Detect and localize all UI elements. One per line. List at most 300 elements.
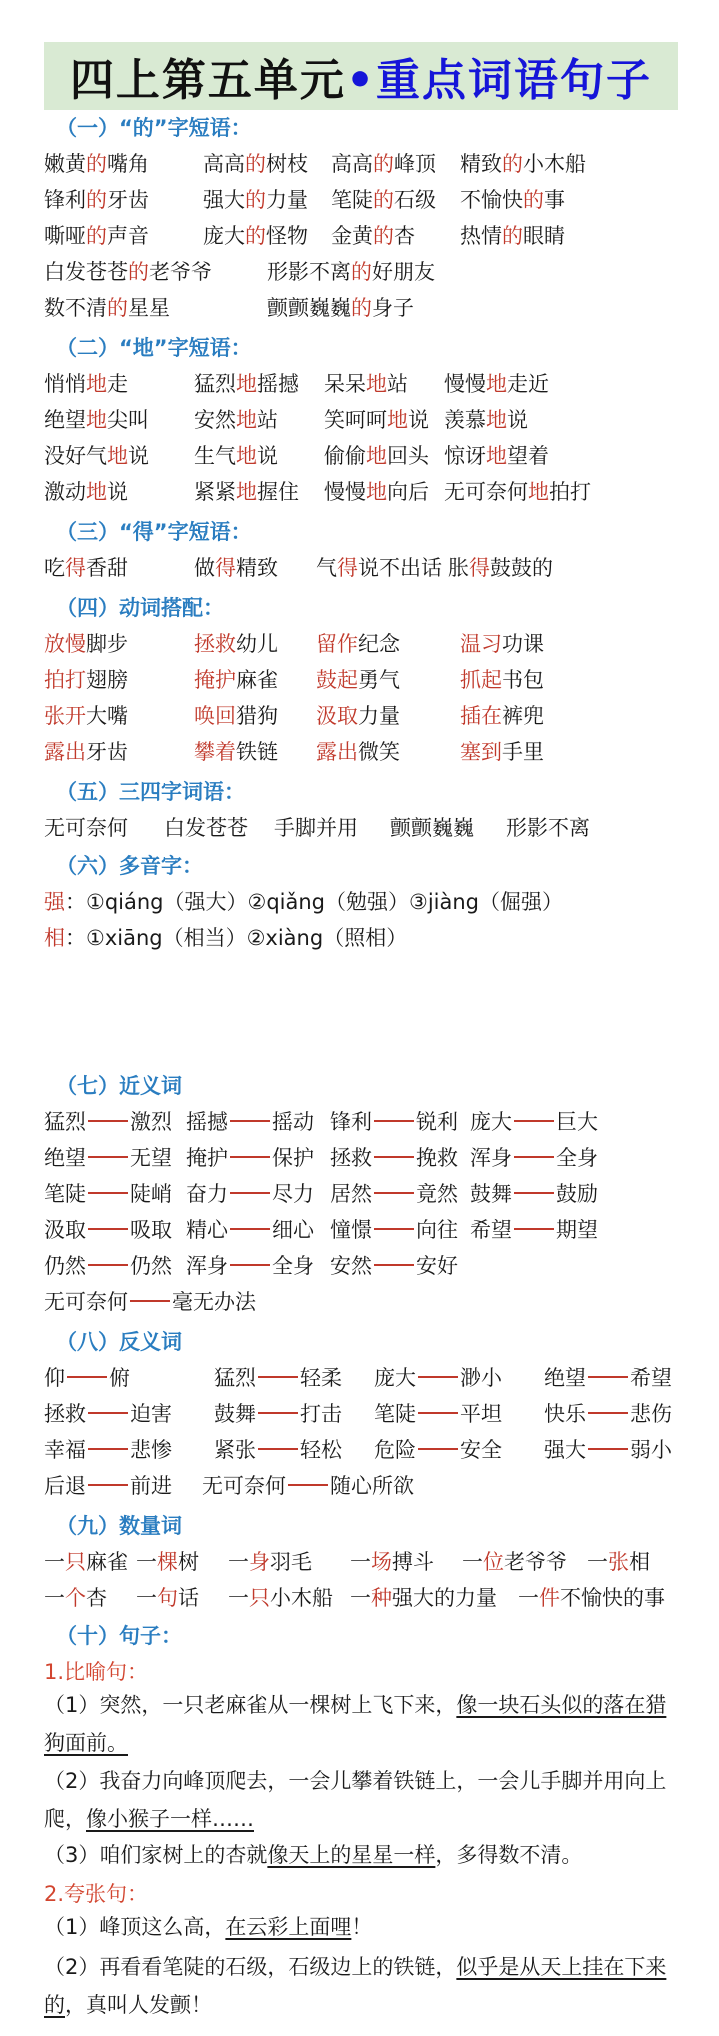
pair-dash — [67, 1376, 107, 1378]
word-pair — [44, 1142, 172, 1172]
pair-word-b: 保护 — [272, 1146, 314, 1170]
phrase — [44, 736, 128, 766]
pair-word-a: 拯救 — [44, 1402, 86, 1426]
phrase — [194, 404, 278, 434]
particle: 的 — [107, 296, 128, 320]
phrase-part: 站 — [387, 372, 408, 396]
phrase-part: 安然 — [194, 408, 236, 432]
word-pair — [44, 1398, 172, 1428]
pair-word-b: 摇动 — [272, 1110, 314, 1134]
particle: 的 — [128, 260, 149, 284]
phrase — [460, 664, 544, 694]
pair-word-b: 吸取 — [130, 1218, 172, 1242]
phrase-part: 小木船 — [270, 1586, 333, 1610]
phrase — [44, 664, 128, 694]
particle: 地 — [486, 408, 507, 432]
word-pair — [186, 1178, 314, 1208]
phrase-part: 怪物 — [266, 224, 308, 248]
phrase-part: 吃 — [44, 556, 65, 580]
word-pair — [330, 1178, 458, 1208]
phrase-part: 慢慢 — [324, 480, 366, 504]
phrase-part: 一 — [587, 1550, 608, 1574]
pair-word-b: 全身 — [272, 1254, 314, 1278]
section-heading-s8: （八）反义词 — [56, 1330, 182, 1354]
phrase — [194, 736, 278, 766]
pair-word-a: 无可奈何 — [44, 1290, 128, 1314]
particle: 的 — [373, 152, 394, 176]
phrase — [324, 440, 429, 470]
pair-word-a: 掩护 — [186, 1146, 228, 1170]
pair-dash — [514, 1228, 554, 1230]
phrase — [44, 292, 170, 322]
sentence-underlined: 像小猴子一样…… — [86, 1807, 254, 1831]
phrase-part: 事 — [544, 188, 565, 212]
phrase-part: 一 — [462, 1550, 483, 1574]
pair-word-a: 快乐 — [544, 1402, 586, 1426]
phrase-part: 书包 — [502, 668, 544, 692]
pair-dash — [418, 1412, 458, 1414]
four-char-word: 白发苍苍 — [164, 816, 248, 840]
phrase-part: 大嘴 — [86, 704, 128, 728]
section-heading-s7: （七）近义词 — [56, 1074, 182, 1098]
pair-word-b: 渺小 — [460, 1366, 502, 1390]
phrase — [350, 1546, 434, 1576]
particle: 个 — [65, 1586, 86, 1610]
phrase-part: 悄悄 — [44, 372, 86, 396]
pair-word-a: 憧憬 — [330, 1218, 372, 1242]
title-part1: 四上第五单元 — [69, 55, 346, 106]
pair-word-a: 无可奈何 — [202, 1474, 286, 1498]
polyphone-char: 相 — [44, 926, 65, 950]
polyphone-readings: ：①qiáng（强大）②qiǎng（勉强）③jiàng（倔强） — [65, 890, 564, 914]
word-pair — [330, 1214, 458, 1244]
sentence-simile2 — [44, 1762, 684, 1838]
word-pair — [44, 1362, 130, 1392]
phrase — [444, 404, 528, 434]
phrase — [203, 184, 308, 214]
pair-word-b: 细心 — [272, 1218, 314, 1242]
sentence-underlined: 似乎是从天上挂在下来的 — [44, 1955, 667, 2017]
pair-dash — [418, 1376, 458, 1378]
particle: 露出 — [44, 740, 86, 764]
phrase-part: 一 — [350, 1550, 371, 1574]
particle: 地 — [486, 372, 507, 396]
phrase-part: 羽毛 — [270, 1550, 312, 1574]
particle: 的 — [502, 152, 523, 176]
pair-dash — [230, 1156, 270, 1158]
particle: 塞到 — [460, 740, 502, 764]
word-pair — [44, 1214, 172, 1244]
particle: 鼓起 — [316, 668, 358, 692]
phrase — [44, 440, 149, 470]
pair-word-a: 紧张 — [214, 1438, 256, 1462]
particle: 地 — [107, 444, 128, 468]
phrase — [44, 476, 128, 506]
phrase-part: 胀 — [448, 556, 469, 580]
particle: 的 — [86, 152, 107, 176]
phrase-part: 做 — [194, 556, 215, 580]
pair-word-b: 俯 — [109, 1366, 130, 1390]
word-pair — [470, 1106, 598, 1136]
sentence-text: （1）突然，一只老麻雀从一棵树上飞下来， — [44, 1693, 457, 1717]
pair-word-b: 陡峭 — [130, 1182, 172, 1206]
word-pair — [186, 1106, 314, 1136]
word-pair — [202, 1470, 414, 1500]
phrase — [444, 368, 549, 398]
word-pair — [44, 1106, 172, 1136]
word-pair — [186, 1142, 314, 1172]
phrase-part: 搏斗 — [392, 1550, 434, 1574]
pair-dash — [514, 1156, 554, 1158]
phrase-part: 高高 — [331, 152, 373, 176]
word-pair — [214, 1362, 342, 1392]
pair-dash — [88, 1448, 128, 1450]
phrase-part: 一 — [136, 1586, 157, 1610]
phrase — [136, 1546, 199, 1576]
particle: 身 — [249, 1550, 270, 1574]
particle: 得 — [215, 556, 236, 580]
phrase-part: 惊讶 — [444, 444, 486, 468]
phrase-part: 慢慢 — [444, 372, 486, 396]
phrase-part: 老爷爷 — [149, 260, 212, 284]
phrase — [518, 1582, 665, 1612]
phrase — [203, 148, 308, 178]
pair-word-b: 挽救 — [416, 1146, 458, 1170]
pair-dash — [588, 1376, 628, 1378]
phrase-part: 一 — [44, 1550, 65, 1574]
phrase-part: 强大的力量 — [392, 1586, 497, 1610]
word-pair — [214, 1398, 342, 1428]
pair-word-a: 鼓舞 — [214, 1402, 256, 1426]
pair-dash — [130, 1300, 170, 1302]
phrase-part: 回头 — [387, 444, 429, 468]
particle: 的 — [86, 188, 107, 212]
phrase — [316, 552, 442, 582]
particle: 唤回 — [194, 704, 236, 728]
pair-word-b: 毫无办法 — [172, 1290, 256, 1314]
particle: 地 — [528, 480, 549, 504]
particle: 攀着 — [194, 740, 236, 764]
pair-word-b: 激烈 — [130, 1110, 172, 1134]
phrase-part: 嘶哑 — [44, 224, 86, 248]
pair-word-b: 无望 — [130, 1146, 172, 1170]
polyphone-entry — [44, 922, 407, 952]
pair-word-a: 庞大 — [374, 1366, 416, 1390]
four-char-word: 手脚并用 — [274, 816, 358, 840]
phrase — [44, 404, 149, 434]
particle: 留作 — [316, 632, 358, 656]
phrase-part: 功课 — [502, 632, 544, 656]
phrase-part: 向后 — [387, 480, 429, 504]
phrase — [460, 700, 544, 730]
particle: 掩护 — [194, 668, 236, 692]
phrase-part: 嘴角 — [107, 152, 149, 176]
phrase-part: 望着 — [507, 444, 549, 468]
phrase-part: 数不清 — [44, 296, 107, 320]
phrase-part: 说 — [408, 408, 429, 432]
phrase — [460, 148, 586, 178]
phrase-part: 铁链 — [236, 740, 278, 764]
word-pair — [186, 1250, 314, 1280]
pair-word-a: 居然 — [330, 1182, 372, 1206]
phrase-part: 气 — [316, 556, 337, 580]
word-pair — [44, 1250, 172, 1280]
pair-word-a: 笔陡 — [44, 1182, 86, 1206]
pair-word-a: 安然 — [330, 1254, 372, 1278]
pair-word-a: 摇撼 — [186, 1110, 228, 1134]
phrase — [331, 148, 436, 178]
pair-word-a: 强大 — [544, 1438, 586, 1462]
particle: 棵 — [157, 1550, 178, 1574]
word-pair — [374, 1434, 502, 1464]
particle: 只 — [65, 1550, 86, 1574]
phrase-part: 眼睛 — [523, 224, 565, 248]
phrase-part: 牙齿 — [107, 188, 149, 212]
word-pair — [544, 1434, 672, 1464]
pair-dash — [514, 1120, 554, 1122]
phrase-part: 说 — [128, 444, 149, 468]
particle: 张开 — [44, 704, 86, 728]
pair-dash — [230, 1120, 270, 1122]
sentence-text: （3）咱们家树上的杏就 — [44, 1843, 268, 1867]
phrase — [44, 184, 149, 214]
phrase-part: 强大 — [203, 188, 245, 212]
phrase — [44, 256, 212, 286]
phrase-part: 生气 — [194, 444, 236, 468]
pair-word-a: 后退 — [44, 1474, 86, 1498]
phrase — [316, 628, 400, 658]
phrase — [44, 148, 149, 178]
phrase — [460, 220, 565, 250]
pair-word-a: 仰 — [44, 1366, 65, 1390]
phrase-part: 脚步 — [86, 632, 128, 656]
pair-word-a: 锋利 — [330, 1110, 372, 1134]
word-pair — [214, 1434, 342, 1464]
phrase-part: 一 — [136, 1550, 157, 1574]
pair-word-b: 随心所欲 — [330, 1474, 414, 1498]
pair-dash — [374, 1228, 414, 1230]
phrase-part: 麻雀 — [236, 668, 278, 692]
phrase — [194, 476, 299, 506]
word-pair — [44, 1470, 172, 1500]
phrase — [228, 1546, 312, 1576]
pair-dash — [588, 1448, 628, 1450]
phrase-part: 没好气 — [44, 444, 107, 468]
phrase-part: 偷偷 — [324, 444, 366, 468]
sentence-simile1 — [44, 1686, 684, 1762]
particle: 得 — [469, 556, 490, 580]
phrase — [444, 476, 591, 506]
phrase-part: 说 — [107, 480, 128, 504]
phrase — [460, 736, 544, 766]
word-pair — [44, 1434, 172, 1464]
phrase — [228, 1582, 333, 1612]
particle: 得 — [65, 556, 86, 580]
phrase-part: 峰顶 — [394, 152, 436, 176]
phrase-part: 翅膀 — [86, 668, 128, 692]
particle: 的 — [245, 188, 266, 212]
pair-dash — [230, 1228, 270, 1230]
particle: 汲取 — [316, 704, 358, 728]
phrase-part: 嫩黄 — [44, 152, 86, 176]
sentence-text: （2）再看看笔陡的石级，石级边上的铁链， — [44, 1955, 457, 1979]
word-pair — [44, 1286, 256, 1316]
phrase-part: 力量 — [266, 188, 308, 212]
pair-word-b: 轻松 — [300, 1438, 342, 1462]
pair-dash — [588, 1412, 628, 1414]
sentence-underlined: 像一块石头似的落在猎狗面前。 — [44, 1693, 667, 1755]
pair-word-b: 悲伤 — [630, 1402, 672, 1426]
word-pair — [374, 1398, 502, 1428]
pair-dash — [374, 1264, 414, 1266]
particle: 地 — [366, 444, 387, 468]
phrase — [136, 1582, 199, 1612]
phrase — [44, 552, 128, 582]
pair-dash — [88, 1192, 128, 1194]
particle: 的 — [86, 224, 107, 248]
polyphone-readings: ：①xiāng（相当）②xiàng（照相） — [65, 926, 408, 950]
four-char-word: 颤颤巍巍 — [390, 816, 474, 840]
particle: 张 — [608, 1550, 629, 1574]
four-char-word: 无可奈何 — [44, 816, 128, 840]
pair-word-a: 奋力 — [186, 1182, 228, 1206]
pair-dash — [88, 1264, 128, 1266]
pair-dash — [514, 1192, 554, 1194]
phrase-part: 笑呵呵 — [324, 408, 387, 432]
pair-word-b: 竟然 — [416, 1182, 458, 1206]
particle: 温习 — [460, 632, 502, 656]
pair-word-b: 平坦 — [460, 1402, 502, 1426]
phrase-part: 一 — [350, 1586, 371, 1610]
pair-word-b: 向往 — [416, 1218, 458, 1242]
phrase — [324, 476, 429, 506]
phrase-part: 形影不离 — [267, 260, 351, 284]
word-pair — [330, 1106, 458, 1136]
phrase-part: 白发苍苍 — [44, 260, 128, 284]
pair-dash — [88, 1484, 128, 1486]
section-heading-s10: （十）句子： — [56, 1624, 182, 1648]
pair-dash — [374, 1156, 414, 1158]
word-pair — [470, 1214, 598, 1244]
phrase — [316, 736, 400, 766]
phrase — [203, 220, 308, 250]
pair-dash — [88, 1120, 128, 1122]
phrase — [194, 664, 278, 694]
particle: 只 — [249, 1586, 270, 1610]
section-heading-s4: （四）动词搭配： — [56, 596, 224, 620]
particle: 放慢 — [44, 632, 86, 656]
pair-word-b: 弱小 — [630, 1438, 672, 1462]
particle: 的 — [373, 188, 394, 212]
pair-dash — [288, 1484, 328, 1486]
sentence-text-end: ，真叫人发颤！ — [65, 1993, 212, 2017]
particle: 的 — [523, 188, 544, 212]
phrase — [444, 440, 549, 470]
word-pair — [44, 1178, 172, 1208]
particle: 位 — [483, 1550, 504, 1574]
phrase-part: 勇气 — [358, 668, 400, 692]
phrase — [460, 184, 565, 214]
pair-word-b: 期望 — [556, 1218, 598, 1242]
phrase-part: 声音 — [107, 224, 149, 248]
sentence-simile3 — [44, 1836, 684, 1874]
particle: 句 — [157, 1586, 178, 1610]
particle: 地 — [366, 480, 387, 504]
particle: 的 — [245, 152, 266, 176]
phrase-part: 裤兜 — [502, 704, 544, 728]
phrase — [324, 404, 429, 434]
phrase — [44, 700, 128, 730]
phrase-part: 牙齿 — [86, 740, 128, 764]
phrase-part: 热情 — [460, 224, 502, 248]
phrase-part: 幼儿 — [236, 632, 278, 656]
phrase — [587, 1546, 650, 1576]
pair-word-a: 绝望 — [544, 1366, 586, 1390]
phrase-part: 相 — [629, 1550, 650, 1574]
pair-word-a: 危险 — [374, 1438, 416, 1462]
pair-word-a: 浑身 — [186, 1254, 228, 1278]
phrase-part: 摇撼 — [257, 372, 299, 396]
particle: 地 — [86, 480, 107, 504]
particle: 地 — [236, 480, 257, 504]
sentence-text: （2）我奋力向峰顶爬去，一会儿攀着铁链上，一会儿手脚并用向上爬， — [44, 1769, 667, 1831]
pair-dash — [258, 1448, 298, 1450]
phrase-part: 老爷爷 — [504, 1550, 567, 1574]
phrase-part: 一 — [518, 1586, 539, 1610]
pair-word-a: 猛烈 — [214, 1366, 256, 1390]
pair-dash — [230, 1264, 270, 1266]
particle: 场 — [371, 1550, 392, 1574]
pair-word-a: 仍然 — [44, 1254, 86, 1278]
section-heading-s1: （一）“的”字短语： — [56, 116, 252, 140]
phrase-part: 杏 — [86, 1586, 107, 1610]
phrase-part: 好朋友 — [372, 260, 435, 284]
particle: 地 — [236, 408, 257, 432]
title-part2: •重点词语句子 — [345, 55, 653, 106]
pair-word-b: 安全 — [460, 1438, 502, 1462]
phrase-part: 力量 — [358, 704, 400, 728]
word-pair — [544, 1398, 672, 1428]
particle: 得 — [337, 556, 358, 580]
pair-word-b: 打击 — [300, 1402, 342, 1426]
phrase-part: 麻雀 — [86, 1550, 128, 1574]
pair-dash — [258, 1412, 298, 1414]
phrase-part: 精致 — [460, 152, 502, 176]
phrase-part: 高高 — [203, 152, 245, 176]
particle: 的 — [245, 224, 266, 248]
word-pair — [186, 1214, 314, 1244]
phrase-part: 紧紧 — [194, 480, 236, 504]
pair-dash — [88, 1156, 128, 1158]
particle: 地 — [387, 408, 408, 432]
particle: 地 — [236, 372, 257, 396]
phrase — [331, 184, 436, 214]
particle: 种 — [371, 1586, 392, 1610]
particle: 露出 — [316, 740, 358, 764]
polyphone-entry — [44, 886, 563, 916]
phrase-part: 星星 — [128, 296, 170, 320]
pair-dash — [374, 1192, 414, 1194]
phrase-part: 羡慕 — [444, 408, 486, 432]
phrase-part: 说不出话 — [358, 556, 442, 580]
phrase-part: 手里 — [502, 740, 544, 764]
phrase-part: 杏 — [394, 224, 415, 248]
pair-word-a: 庞大 — [470, 1110, 512, 1134]
pair-word-a: 拯救 — [330, 1146, 372, 1170]
subheading: 1.比喻句： — [44, 1660, 149, 1684]
pair-word-a: 绝望 — [44, 1146, 86, 1170]
sentence-text-end: ，多得数不清。 — [435, 1843, 583, 1867]
